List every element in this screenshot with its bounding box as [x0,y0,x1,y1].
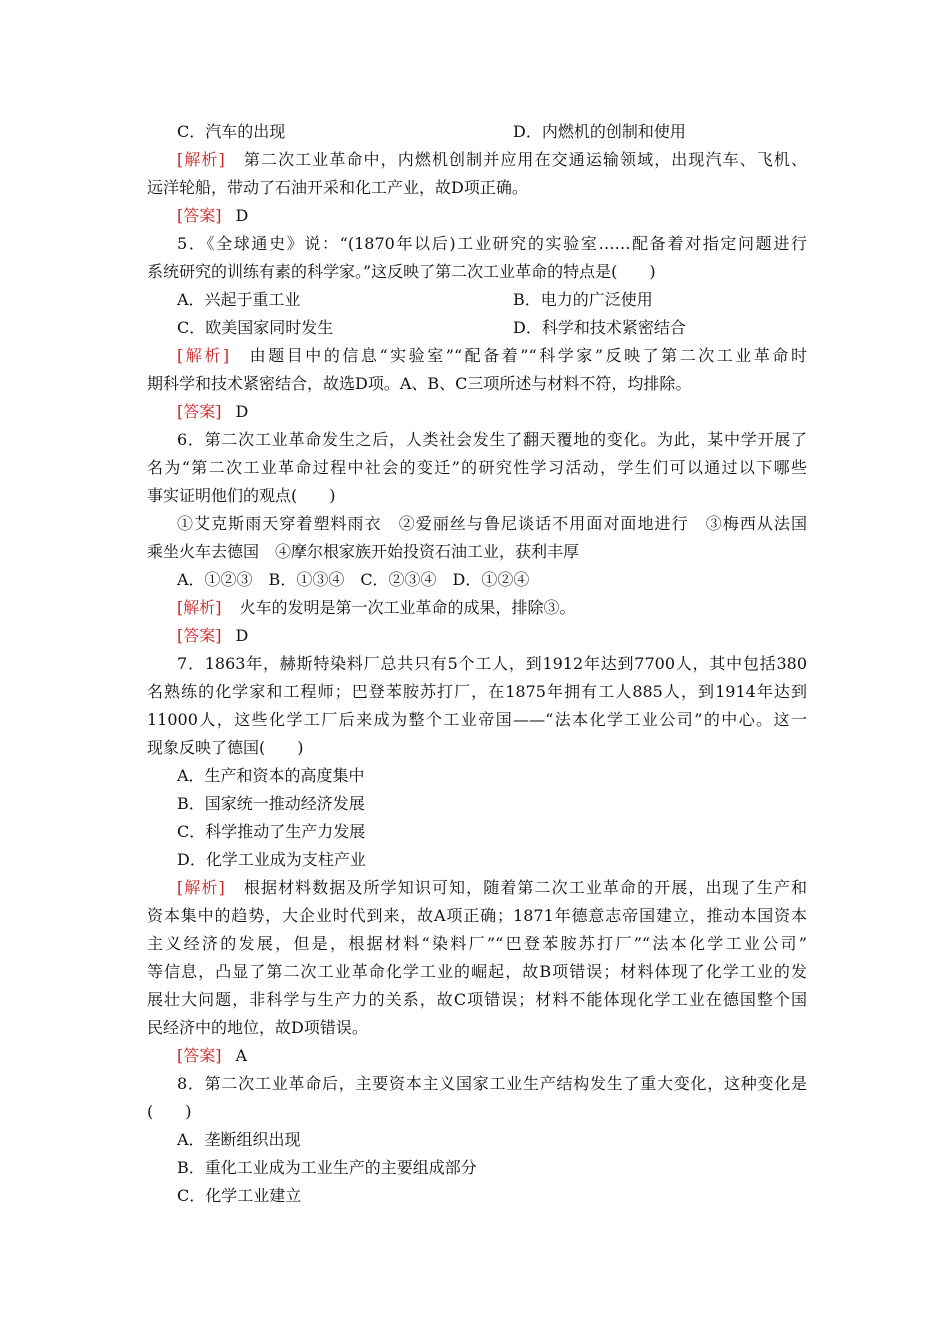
q5-analysis-text-1: 由题目中的信息“实验室”“配备着”“科学家”反映了第二次工业革命时 [247,346,807,365]
q6-options: A．①②③ B．①③④ C．②③④ D．①②④ [177,570,530,589]
q7-answer-value: A [235,1046,248,1065]
analysis-tag: [解析] [177,150,225,169]
answer-tag: [答案] [177,402,222,421]
q7-stem-line-4: 现象反映了德国( ) [147,738,304,757]
q7-option-d: D．化学工业成为支柱产业 [177,850,366,869]
answer-tag: [答案] [177,1046,222,1065]
q6-answer [147,622,807,650]
q7-stem-line-3: 11000人，这些化学工厂后来成为整个工业帝国——“法本化学工业公司”的中心。这一 [147,710,807,729]
q5-answer-value: D [235,402,249,421]
q5-options-cd [147,314,807,342]
q6-analysis-text-1: 火车的发明是第一次工业革命的成果，排除③。 [239,598,576,617]
q7-answer [147,1042,807,1070]
q5-analysis-line-1 [147,342,807,370]
q7-analysis-line-3: 主义经济的发展，但是，根据材料“染料厂”“巴登苯胺苏打厂”“法本化学工业公司” [147,934,807,953]
answer-tag: [答案] [177,206,222,225]
q7-analysis-line-4: 等信息，凸显了第二次工业革命化学工业的崛起，故B项错误；材料体现了化学工业的发 [147,962,807,981]
q5-option-d: D．科学和技术紧密结合 [513,318,686,337]
q5-answer [147,398,807,426]
q5-option-c: C．欧美国家同时发生 [177,318,334,337]
q7-analysis-line-5: 展壮大问题，非科学与生产力的关系，故C项错误；材料不能体现化学工业在德国整个国 [147,990,807,1009]
q5-analysis-line-2: 期科学和技术紧密结合，故选D项。A、B、C三项所述与材料不符，均排除。 [147,374,692,393]
document-body [147,118,807,1210]
q5-option-a: A．兴起于重工业 [177,290,301,309]
q5-options-ab [147,286,807,314]
q8-option-c: C．化学工业建立 [177,1186,302,1205]
q7-analysis-line-1 [147,874,807,902]
q6-answer-value: D [235,626,249,645]
q7-option-a: A．生产和资本的高度集中 [177,766,365,785]
q4-option-d: D．内燃机的创制和使用 [513,122,686,141]
q7-analysis-text-1: 根据材料数据及所学知识可知，随着第二次工业革命的开展，出现了生产和 [242,878,807,897]
q7-analysis-line-2: 资本集中的趋势，大企业时代到来，故A项正确；1871年德意志帝国建立，推动本国资本 [147,906,807,925]
q6-analysis-line-1 [147,594,807,622]
q6-stem-line-1: 6．第二次工业革命发生之后，人类社会发生了翻天覆地的变化。为此，某中学开展了 [177,430,807,449]
q7-option-c: C．科学推动了生产力发展 [177,822,366,841]
q7-analysis-line-6: 民经济中的地位，故D项错误。 [147,1018,368,1037]
q5-stem-line-2: 系统研究的训练有素的科学家。”这反映了第二次工业革命的特点是( ) [147,262,656,281]
q4-analysis-line-2: 远洋轮船，带动了石油开采和化工产业，故D项正确。 [147,178,528,197]
q7-stem-line-2: 名熟练的化学家和工程师；巴登苯胺苏打厂，在1875年拥有工人885人，到1914年达到 [147,682,807,701]
q4-analysis-line-1 [147,146,807,174]
analysis-tag: [解析] [177,346,230,365]
q4-option-c: C．汽车的出现 [177,122,286,141]
q6-facts-line-1: ①艾克斯雨天穿着塑料雨衣 ②爱丽丝与鲁尼谈话不用面对面地进行 ③梅西从法国 [177,514,807,533]
q8-option-a: A．垄断组织出现 [177,1130,301,1149]
answer-tag: [答案] [177,626,222,645]
analysis-tag: [解析] [177,878,225,897]
q4-analysis-text-1: 第二次工业革命中，内燃机创制并应用在交通运输领域，出现汽车、飞机、 [242,150,807,169]
q5-stem-line-1: 5．《全球通史》说：“(1870年以后)工业研究的实验室……配备着对指定问题进行 [177,234,807,253]
q8-stem-line-2: ( ) [147,1102,192,1121]
q6-stem-line-3: 事实证明他们的观点( ) [147,486,336,505]
q4-answer-value: D [235,206,249,225]
q4-options-cd [147,118,807,146]
q6-facts-line-2: 乘坐火车去德国 ④摩尔根家族开始投资石油工业，获利丰厚 [147,542,580,561]
analysis-tag: [解析] [177,598,222,617]
q8-stem-line-1: 8．第二次工业革命后，主要资本主义国家工业生产结构发生了重大变化，这种变化是 [177,1074,807,1093]
q5-option-b: B．电力的广泛使用 [513,290,653,309]
q7-stem-line-1: 7．1863年，赫斯特染料厂总共只有5个工人，到1912年达到7700人，其中包括380 [177,654,807,673]
q8-option-b: B．重化工业成为工业生产的主要组成部分 [177,1158,477,1177]
q7-option-b: B．国家统一推动经济发展 [177,794,365,813]
q6-stem-line-2: 名为“第二次工业革命过程中社会的变迁”的研究性学习活动，学生们可以通过以下哪些 [147,458,807,477]
q4-answer [147,202,807,230]
